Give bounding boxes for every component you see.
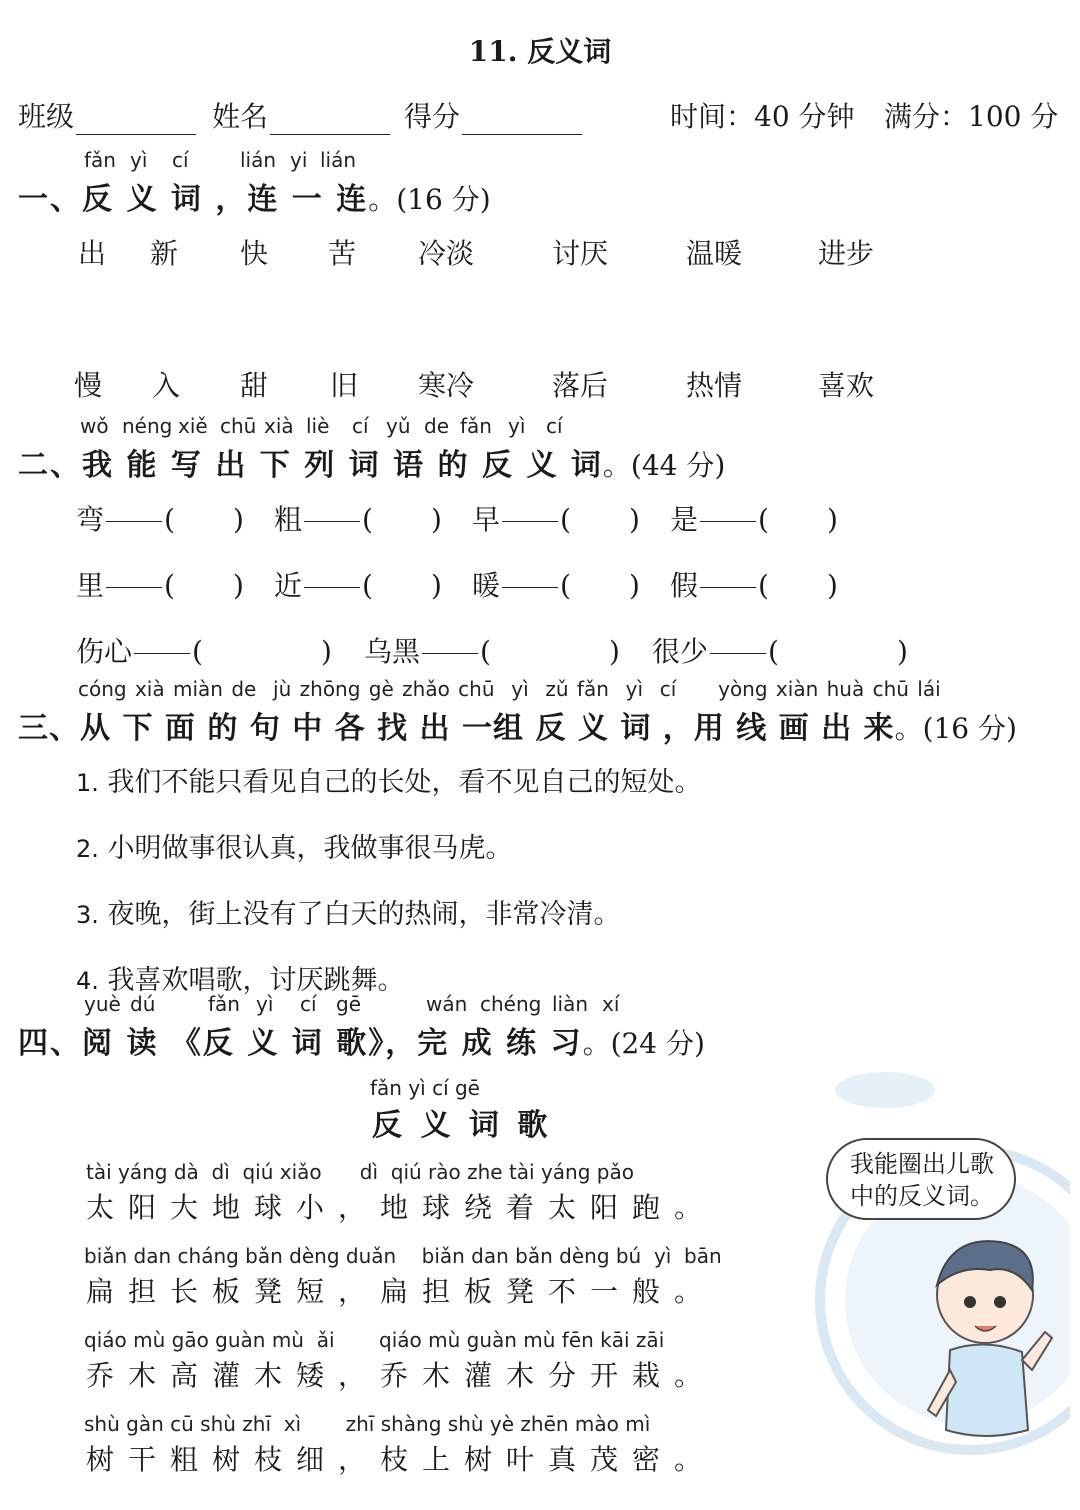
pinyin: fǎn — [84, 148, 116, 172]
match-word-top[interactable]: 苦 — [328, 237, 357, 270]
section-4-title-text: 四、阅 读 《反 义 词 歌》，完 成 练 习 — [18, 1026, 583, 1061]
pinyin: wán — [426, 992, 468, 1016]
pinyin: xiě — [178, 414, 208, 438]
poem-title-pinyin: fǎn yì cí gē — [370, 1076, 480, 1100]
antonym-item[interactable]: 乌黑 ( ) — [364, 635, 620, 668]
antonym-item[interactable]: 伤心 ( ) — [76, 635, 332, 668]
pinyin: cí — [352, 414, 369, 438]
match-word-top[interactable]: 快 — [240, 237, 269, 270]
poem-line[interactable]: 太阳大地球小，地球绕着太阳跑。 — [86, 1191, 717, 1224]
antonym-item[interactable]: 里 ( ) — [76, 569, 244, 602]
sentence[interactable]: 2. 小明做事很认真，我做事很马虎。 — [76, 833, 513, 864]
poem-line-pinyin: tài yáng dà dì qiú xiǎo dì qiú rào zhe tài yáng pǎo — [86, 1160, 634, 1184]
match-word-bottom[interactable]: 甜 — [240, 369, 269, 402]
antonym-word: 弯 — [76, 503, 105, 536]
poem-line-pinyin: shù gàn cū shù zhī xì zhī shàng shù yè zhēn mào mì — [84, 1412, 651, 1436]
pinyin: yuè — [84, 992, 121, 1016]
pinyin: xí — [602, 992, 620, 1016]
pinyin: chéng — [480, 992, 542, 1016]
name-field[interactable] — [212, 95, 390, 135]
section-2-title — [18, 440, 725, 484]
score-field[interactable] — [404, 95, 582, 135]
pinyin: fǎn — [460, 414, 492, 438]
antonym-item[interactable]: 早 ( ) — [472, 503, 640, 536]
pinyin: lián — [320, 148, 357, 172]
pinyin: liè — [306, 414, 330, 438]
antonym-item[interactable]: 暖 ( ) — [472, 569, 640, 602]
match-word-bottom[interactable]: 落后 — [552, 369, 609, 402]
match-word-top[interactable]: 温暖 — [686, 237, 743, 270]
match-word-bottom[interactable]: 旧 — [330, 369, 359, 402]
antonym-word: 乌黑 — [364, 635, 421, 668]
pinyin: lián — [240, 148, 277, 172]
poem-line[interactable]: 扁担长板凳短，扁担板凳不一般。 — [86, 1275, 717, 1308]
match-word-top[interactable]: 进步 — [818, 237, 875, 270]
speech-bubble: 我能圈出儿歌中的反义词。 — [826, 1138, 1016, 1220]
pinyin: yi — [290, 148, 308, 172]
pinyin: cí — [546, 414, 563, 438]
full-score-info: 满分：100 分 — [884, 100, 1059, 133]
section-4-title — [18, 1018, 705, 1062]
class-blank[interactable] — [76, 106, 196, 135]
section-2-title-text: 二、我 能 写 出 下 列 词 语 的 反 义 词 — [18, 448, 603, 483]
pinyin: xià — [264, 414, 294, 438]
match-word-bottom[interactable]: 入 — [152, 369, 181, 402]
antonym-word: 是 — [670, 503, 699, 536]
antonym-word: 近 — [274, 569, 303, 602]
antonym-item[interactable]: 是 ( ) — [670, 503, 838, 536]
antonym-item[interactable]: 假 ( ) — [670, 569, 838, 602]
pinyin: gē — [336, 992, 361, 1016]
section-1-title — [18, 174, 491, 218]
score-label: 得分 — [404, 100, 461, 133]
pinyin: cí — [300, 992, 317, 1016]
antonym-item[interactable]: 弯 ( ) — [76, 503, 244, 536]
antonym-word: 假 — [670, 569, 699, 602]
antonym-item[interactable]: 很少 ( ) — [652, 635, 908, 668]
antonym-word: 很少 — [652, 635, 709, 668]
section-2-points: 。(44 分) — [602, 449, 726, 482]
section-1-points: 。(16 分) — [368, 183, 491, 216]
class-label: 班级 — [18, 100, 75, 133]
antonym-item[interactable]: 近 ( ) — [274, 569, 442, 602]
pinyin: fǎn — [208, 992, 240, 1016]
pinyin: cí — [172, 148, 189, 172]
antonym-word: 暖 — [472, 569, 501, 602]
poem-line[interactable]: 乔木高灌木矮，乔木灌木分开栽。 — [86, 1359, 717, 1392]
name-blank[interactable] — [270, 106, 390, 135]
sentence[interactable]: 1. 我们不能只看见自己的长处，看不见自己的短处。 — [76, 767, 702, 798]
pinyin: yì — [256, 992, 274, 1016]
antonym-word: 伤心 — [76, 635, 133, 668]
section-3-pinyin: cóng xià miàn de jù zhōng gè zhǎo chū yì zǔ fǎn yì cí yòng xiàn huà chū lái — [78, 677, 941, 701]
pinyin: yǔ — [386, 414, 411, 438]
mascot-illustration — [800, 1070, 1070, 1510]
match-word-top[interactable]: 讨厌 — [552, 237, 609, 270]
page-title: 11. 反义词 — [468, 35, 612, 68]
match-word-bottom[interactable]: 寒冷 — [418, 369, 475, 402]
match-word-top[interactable]: 新 — [150, 237, 179, 270]
antonym-word: 里 — [76, 569, 105, 602]
match-word-bottom[interactable]: 喜欢 — [818, 369, 875, 402]
match-word-bottom[interactable]: 慢 — [74, 369, 103, 402]
pinyin: dú — [130, 992, 156, 1016]
pinyin: yì — [508, 414, 526, 438]
section-3-title — [18, 703, 1017, 747]
time-info: 时间：40 分钟 — [670, 100, 855, 133]
antonym-word: 粗 — [274, 503, 303, 536]
poem-line-pinyin: qiáo mù gāo guàn mù ǎi qiáo mù guàn mù fēn kāi zāi — [84, 1328, 665, 1352]
section-3-title-text: 三、从 下 面 的 句 中 各 找 出 一组 反 义 词 ，用 线 画 出 来 — [18, 711, 895, 746]
poem-title: 反 义 词 歌 — [372, 1108, 552, 1143]
sentence[interactable]: 4. 我喜欢唱歌，讨厌跳舞。 — [76, 965, 405, 996]
poem-line-pinyin: biǎn dan cháng bǎn dèng duǎn biǎn dan bǎn dèng bú yì bān — [84, 1244, 722, 1268]
pinyin: chū — [220, 414, 257, 438]
section-4-points: 。(24 分) — [582, 1027, 705, 1060]
score-blank[interactable] — [462, 106, 582, 135]
pinyin: liàn — [552, 992, 589, 1016]
section-3-points: 。(16 分) — [894, 712, 1017, 745]
section-1-title-text: 一、反 义 词 ，连 一 连 — [18, 182, 369, 217]
poem-line[interactable]: 树干粗树枝细，枝上树叶真茂密。 — [86, 1443, 717, 1476]
class-field[interactable] — [18, 95, 196, 135]
pinyin: néng — [122, 414, 173, 438]
match-word-bottom[interactable]: 热情 — [686, 369, 743, 402]
antonym-word: 早 — [472, 503, 501, 536]
pinyin: yì — [130, 148, 148, 172]
sentence[interactable]: 3. 夜晚，街上没有了白天的热闹，非常冷清。 — [76, 899, 621, 930]
match-word-top[interactable]: 冷淡 — [418, 237, 475, 270]
match-word-top[interactable]: 出 — [78, 237, 107, 270]
name-label: 姓名 — [212, 100, 269, 133]
antonym-item[interactable]: 粗 ( ) — [274, 503, 442, 536]
pinyin: de — [424, 414, 449, 438]
pinyin: wǒ — [80, 414, 109, 438]
